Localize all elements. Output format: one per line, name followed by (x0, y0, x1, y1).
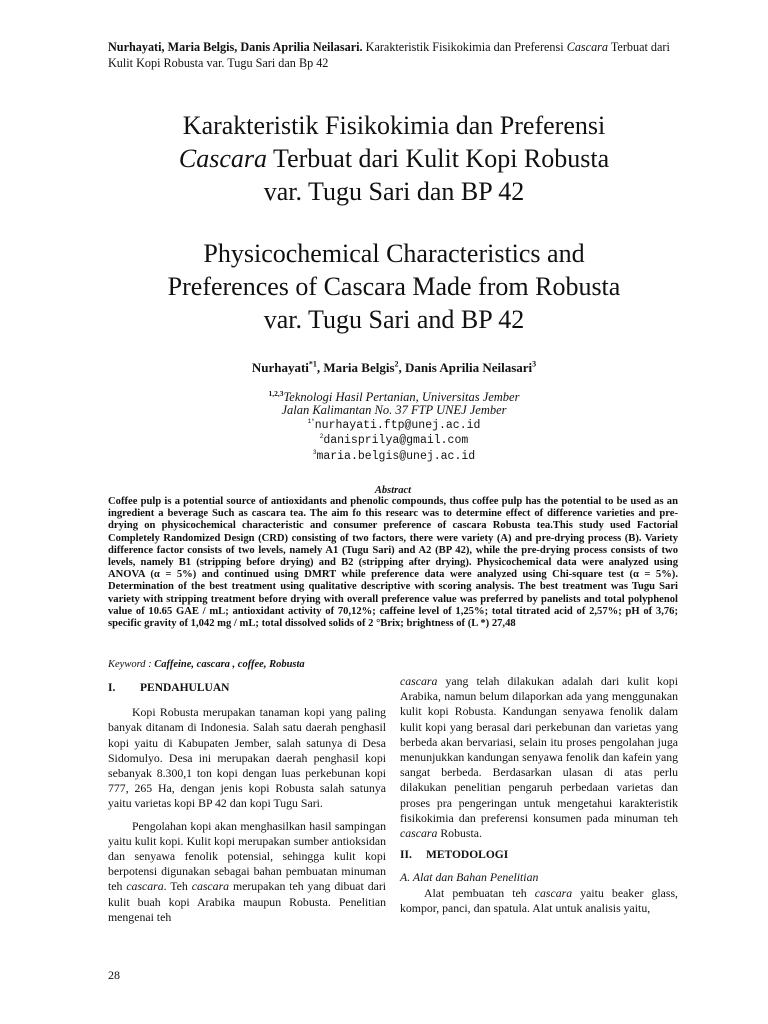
section-1-number: I. (108, 682, 116, 694)
abstract-body: Coffee pulp is a potential source of antioxidants and phenolic compounds, thus coffee pulp has the potential to be used as an ingredient a beverage Such as cascara tea. The aim fo this researc was to determine effect of difference varieties and pre-drying on physicochemical characteristic and consumer preference of cascara Robusta tea.This study used Factorial Completely Randomized Design (CRD) consisting of two factors, there were variety (A) and pre-drying process (B). Variety difference factor consists of two levels, namely A1 (Tugu Sari) and A2 (BP 42), while the pre-drying process consists of two levels, namely B1 (stripping before drying) and B2 (stripping after drying). Physicochemical data were analyzed using ANOVA (α = 5%) and continued using DMRT while preference data were analyzed using Chi-square test (α = 5%). Determination of the best treatment using qualitative descriptive with scoring analysis. The best treatment was Tugu Sari variety with stripping treatment before drying with overall preference value was preferred by panelists and total polyphenol value of 10.65 GAE / mL; antioxidant activity of 70,12%; caffeine level of 1,25%; total titrated acid of 2,57%; pH of 3,76; specific gravity of 1,042 mg / mL; total dissolved solids of 2 °Brix; brightness of (L *) 27,48 (108, 496, 678, 630)
title-id-italic: Cascara (178, 144, 267, 173)
author-3-sup: 3 (532, 359, 537, 369)
email-2 (100, 433, 688, 447)
title-en-line2: Preferences of Cascara Made from Robusta (167, 272, 621, 301)
p2-italic-2: cascara (191, 879, 230, 894)
s2-italic: cascara (534, 885, 573, 900)
email-3-sup: 3 (312, 449, 317, 456)
section-2-number: II. (400, 849, 412, 862)
running-head-authors: Nurhayati, Maria Belgis, Danis Aprilia Neilasari. (108, 40, 363, 54)
affiliation-line2: Jalan Kalimantan No. 37 FTP UNEJ Jember (281, 403, 507, 417)
left-column (108, 681, 386, 925)
author-3: Danis Aprilia Neilasari (405, 360, 533, 375)
section-1-title: PENDAHULUAN (140, 682, 230, 694)
page-number: 28 (108, 968, 120, 982)
author-list: Nurhayati$^{*1}$, Maria Belgis$^2$, Danis Aprilia Neilasari$^3$ (251, 359, 537, 375)
keyword-label: Keyword : (108, 659, 152, 670)
abstract-heading: Abstract (374, 485, 412, 496)
section-2-paragraph-1 (400, 886, 678, 916)
affiliation-sup: 1,2,3 (268, 389, 284, 398)
subsection-a-heading: A. Alat dan Bahan Penelitian (400, 870, 539, 885)
author-1: Nurhayati (251, 360, 309, 375)
section-1-paragraph-2 (108, 819, 386, 925)
running-head (108, 39, 683, 71)
rp1-text-a: yang telah dilakukan adalah dari kulit kopi Arabika, namun belum dilaporkan ada yang menggunakan kulit kopi Robusta. Kandungan senyawa fenolik dalam kulit kopi yang berasal dari perkebunan dan varietas yang berbeda akan bervariasi, selain itu proses pengolahan juga menunjukkan kandungan senyawa fenolik dan kafein yang sangat berbeda. Berdasarkan ulasan di atas perlu dilakukan penelitian pengaruh perbedaan varietas dan proses pra pengeringan untuk mengetahui karakteristik fisikokimia dan preferensi konsumen pada minuman teh (400, 674, 678, 825)
email-1-address: nurhayati.ftp@unej.ac.id (314, 418, 481, 432)
title-english (100, 237, 688, 336)
s2-text-b: yaitu beaker glass, kompor, panci, dan spatula. Alat untuk analisis yaitu, (400, 885, 679, 915)
email-2-address: danisprilya@gmail.com (323, 433, 469, 447)
running-head-title: Karakteristik Fisikokimia dan Preferensi (365, 40, 564, 54)
running-head-title-italic: Cascara (566, 40, 608, 54)
author-1-sup: *1 (308, 359, 317, 369)
s2-text-a: Alat pembuatan teh (424, 885, 527, 900)
author-2: Maria Belgis (323, 360, 395, 375)
section-2-title: METODOLOGI (426, 849, 509, 862)
title-id-line2-rest: Terbuat dari Kulit Kopi Robusta (273, 144, 610, 173)
author-2-sup: 2 (394, 359, 399, 369)
title-id-line1: Karakteristik Fisikokimia dan Preferensi (182, 111, 606, 140)
rp1-text-b: Robusta. (440, 826, 482, 841)
keyword-values: Caffeine, cascara , coffee, Robusta (154, 659, 305, 670)
section-1-heading (108, 681, 386, 696)
rp1-italic-1: cascara (400, 674, 438, 688)
p2-text-c: merupakan teh yang dibuat dari kulit buah kopi Arabika maupun Robusta. Penelitian mengenai teh (108, 879, 387, 924)
email-3 (100, 449, 688, 463)
section-1-paragraph-1: Kopi Robusta merupakan tanaman kopi yang paling banyak ditanam di Indonesia. Salah satu daerah penghasil kopi yaitu di Kabupaten Jember, salah satunya di Desa Sidomulyo. Desa ini merupakan daerah penghasil kopi sebanyak 8.300,1 ton kopi dengan luas perkebunan kopi 777, 265 Ha, dengan jenis kopi Robusta salah satunya yaitu varietas kopi BP 42 dan kopi Tugu Sari. (108, 705, 386, 811)
p2-text-a: Pengolahan kopi akan menghasilkan hasil sampingan yaitu kulit kopi. Kulit kopi merupakan sumber antioksidan dan senyawa fenolik potensial, sehingga kulit kopi berpotensi digunakan sebagai bahan pembuatan minuman teh (108, 818, 386, 894)
title-id-line3: var. Tugu Sari dan BP 42 (263, 177, 525, 206)
rp1-italic-2: cascara (400, 826, 438, 841)
section-2-heading (400, 848, 678, 863)
email-3-address: maria.belgis@unej.ac.id (316, 449, 476, 463)
right-column (400, 674, 678, 916)
keywords (108, 659, 398, 670)
title-id-line2 (100, 142, 688, 175)
affiliation-name: Teknologi Hasil Pertanian, Universitas Jember (283, 390, 520, 405)
title-en-line1: Physicochemical Characteristics and (203, 239, 585, 268)
email-1 (100, 418, 688, 432)
p2-text-b: . Teh (163, 879, 188, 894)
right-paragraph-1 (400, 674, 678, 841)
email-2-sup: 2 (319, 433, 324, 440)
p2-italic-1: cascara (126, 879, 164, 894)
title-indonesian (100, 109, 688, 208)
running-head-title-rest: Terbuat dari Kulit Kopi Robusta var. Tugu Sari dan Bp 42 (108, 40, 670, 70)
title-en-line3: var. Tugu Sari and BP 42 (263, 305, 525, 334)
email-1-sup: 1* (307, 418, 315, 425)
